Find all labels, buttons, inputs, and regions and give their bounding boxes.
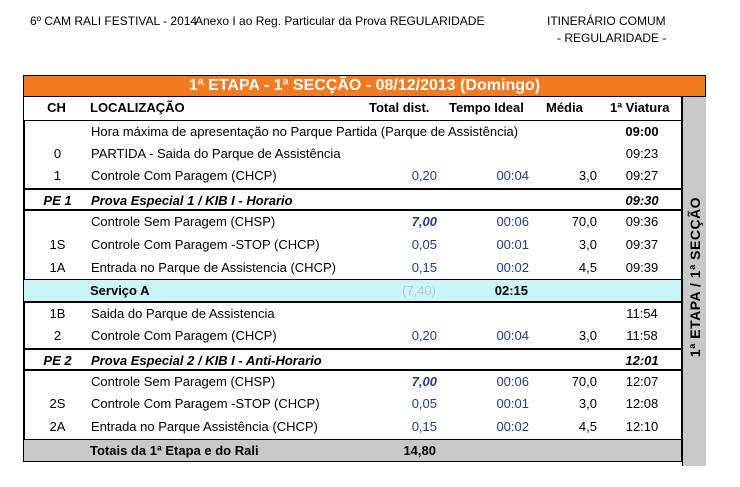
cell-localizacao: Controle Sem Paragem (CHSP) <box>91 213 276 229</box>
cell-media: 4,5 <box>578 259 597 275</box>
cell-viatura: 09:30 <box>625 193 659 209</box>
cell-ch: 2 <box>53 327 62 343</box>
cell-viatura: 09:36 <box>625 213 659 229</box>
cell-localizacao: Controle Com Paragem -STOP (CHCP) <box>91 236 320 252</box>
totals-row <box>23 439 682 462</box>
cell-localizacao: Controle Com Paragem (CHCP) <box>91 327 277 343</box>
cell-tempo-ideal: 00:01 <box>496 396 529 412</box>
cell-localizacao: Prova Especial 1 / KIB I - Horario <box>91 193 293 209</box>
cell-localizacao: Prova Especial 2 / KIB I - Anti-Horario <box>91 352 322 368</box>
table-row <box>23 165 682 188</box>
header-annex-title: Anexo I ao Reg. Particular da Prova REGULARIDADE <box>195 14 485 28</box>
cell-total-dist: (7,40) <box>402 283 436 299</box>
cell-ch: PE 2 <box>43 352 72 368</box>
side-bar <box>682 97 706 466</box>
table-row <box>23 393 682 416</box>
col-tempo-ideal: Tempo Ideal <box>449 100 524 115</box>
header-regularity: - REGULARIDADE - <box>557 31 667 45</box>
cell-localizacao: Controle Sem Paragem (CHSP) <box>91 373 276 389</box>
cell-viatura: 09:27 <box>625 168 659 184</box>
column-header-row <box>23 97 682 120</box>
cell-tempo-ideal: 00:06 <box>496 373 529 389</box>
header-event-name: 6º CAM RALI FESTIVAL - 2014 <box>30 14 198 28</box>
table-row <box>23 120 682 143</box>
table-row <box>23 302 682 325</box>
table-row <box>23 416 682 439</box>
cell-media: 3,0 <box>578 236 597 252</box>
service-row <box>23 279 682 302</box>
cell-total-dist: 0,15 <box>411 259 437 275</box>
cell-tempo-ideal: 00:04 <box>496 327 529 343</box>
cell-localizacao: Controle Com Paragem (CHCP) <box>91 168 277 184</box>
cell-viatura: 09:39 <box>625 259 659 275</box>
cell-tempo-ideal: 00:06 <box>496 213 529 229</box>
itinerary-table <box>23 75 706 466</box>
cell-viatura: 11:58 <box>626 327 658 343</box>
col-ch: CH <box>47 100 66 115</box>
cell-tempo-ideal: 00:04 <box>496 168 529 184</box>
cell-total-dist: 0,20 <box>411 327 437 343</box>
cell-tempo-ideal: 02:15 <box>494 283 528 299</box>
cell-viatura: 12:08 <box>625 396 659 412</box>
cell-localizacao: Hora máxima de apresentação no Parque Partida (Parque de Assistência) <box>91 123 519 139</box>
cell-media: 3,0 <box>578 168 597 184</box>
cell-localizacao: PARTIDA - Saida do Parque de Assistência <box>91 145 341 161</box>
cell-ch: 1S <box>49 236 66 252</box>
cell-tempo-ideal: 00:02 <box>496 419 529 435</box>
cell-localizacao: Serviço A <box>90 283 150 299</box>
cell-localizacao: Saida do Parque de Assistencia <box>91 306 275 322</box>
table-row <box>23 143 682 166</box>
cell-media: 3,0 <box>578 327 597 343</box>
cell-localizacao: Totais da 1ª Etapa e do Rali <box>90 442 259 458</box>
table-row <box>23 371 682 394</box>
cell-total-dist: 14,80 <box>403 442 436 458</box>
cell-viatura: 09:00 <box>625 123 659 139</box>
cell-total-dist: 7,00 <box>411 213 437 229</box>
cell-tempo-ideal: 00:01 <box>496 236 529 252</box>
cell-ch: 2A <box>49 419 66 435</box>
cell-localizacao: Entrada no Parque Assistência (CHCP) <box>91 419 318 435</box>
cell-ch: 2S <box>49 396 66 412</box>
cell-ch: PE 1 <box>43 193 72 209</box>
cell-viatura: 12:10 <box>625 419 659 435</box>
cell-ch: 0 <box>53 145 62 161</box>
cell-media: 70,0 <box>571 213 597 229</box>
header-itinerary: ITINERÁRIO COMUM <box>547 14 666 28</box>
cell-localizacao: Entrada no Parque de Assistencia (CHCP) <box>91 259 336 275</box>
col-total-dist: Total dist. <box>369 100 430 115</box>
stage-title: 1ª ETAPA - 1ª SECÇÃO - 08/12/2013 (Domingo) <box>23 75 706 97</box>
cell-localizacao: Controle Com Paragem -STOP (CHCP) <box>91 396 320 412</box>
table-row <box>23 325 682 348</box>
cell-ch: 1A <box>49 259 66 275</box>
cell-total-dist: 0,20 <box>411 168 437 184</box>
cell-viatura: 12:07 <box>625 373 659 389</box>
special-stage-row <box>23 348 682 371</box>
cell-total-dist: 0,05 <box>411 236 437 252</box>
special-stage-row <box>23 188 682 211</box>
cell-total-dist: 0,15 <box>411 419 437 435</box>
col-media: Média <box>546 100 583 115</box>
cell-media: 4,5 <box>578 419 597 435</box>
table-row <box>23 211 682 234</box>
cell-viatura: 09:23 <box>625 145 659 161</box>
cell-tempo-ideal: 00:02 <box>496 259 529 275</box>
cell-ch: 1B <box>49 306 66 322</box>
cell-total-dist: 7,00 <box>411 373 437 389</box>
cell-media: 70,0 <box>571 373 597 389</box>
cell-media: 3,0 <box>578 396 597 412</box>
col-localizacao: LOCALIZAÇÃO <box>90 100 185 115</box>
cell-viatura: 09:37 <box>625 236 659 252</box>
table-row <box>23 257 682 280</box>
cell-viatura: 11:54 <box>626 306 658 322</box>
col-viatura: 1ª Viatura <box>610 100 670 115</box>
cell-viatura: 12:01 <box>625 352 659 368</box>
cell-total-dist: 0,05 <box>411 396 437 412</box>
cell-ch: 1 <box>53 168 62 184</box>
side-section-label: 1ª ETAPA / 1ª SECÇÃO <box>687 196 703 358</box>
table-row <box>23 234 682 257</box>
